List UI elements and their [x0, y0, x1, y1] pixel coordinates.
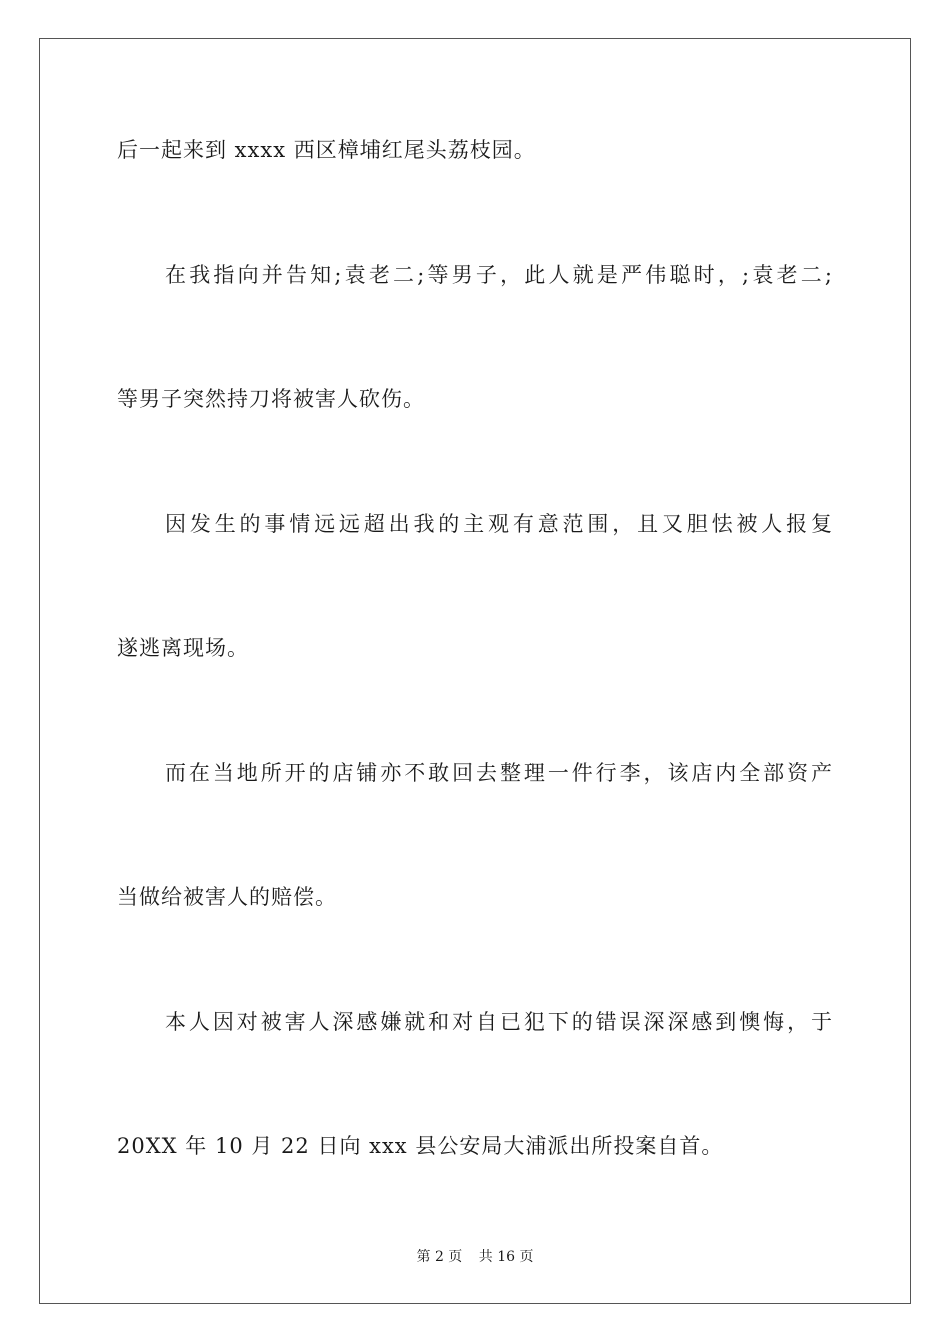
text-line: 遂逃离现场。: [117, 636, 249, 660]
page-border: [39, 38, 911, 1304]
page-total: 共 16 页: [478, 1249, 534, 1265]
text-line: 当做给被害人的赔偿。: [117, 885, 337, 909]
text-line: 20XX 年 10 月 22 日向 xxx 县公安局大浦派出所投案自首。: [117, 1134, 724, 1158]
text-line: 在我指向并告知;袁老二;等男子，此人就是严伟聪时，;袁老二;: [165, 263, 833, 287]
text-line: 后一起来到 xxxx 西区樟埔红尾头荔枝园。: [117, 138, 536, 162]
page-footer: [0, 1247, 950, 1267]
text-line: 本人因对被害人深感嫌就和对自已犯下的错误深深感到懊悔，于: [165, 1010, 833, 1034]
page-number: 第 2 页: [416, 1249, 463, 1265]
text-line: 因发生的事情远远超出我的主观有意范围，且又胆怯被人报复: [165, 512, 833, 536]
text-line: 等男子突然持刀将被害人砍伤。: [117, 387, 425, 411]
text-line: 而在当地所开的店铺亦不敢回去整理一件行李，该店内全部资产: [165, 761, 833, 785]
